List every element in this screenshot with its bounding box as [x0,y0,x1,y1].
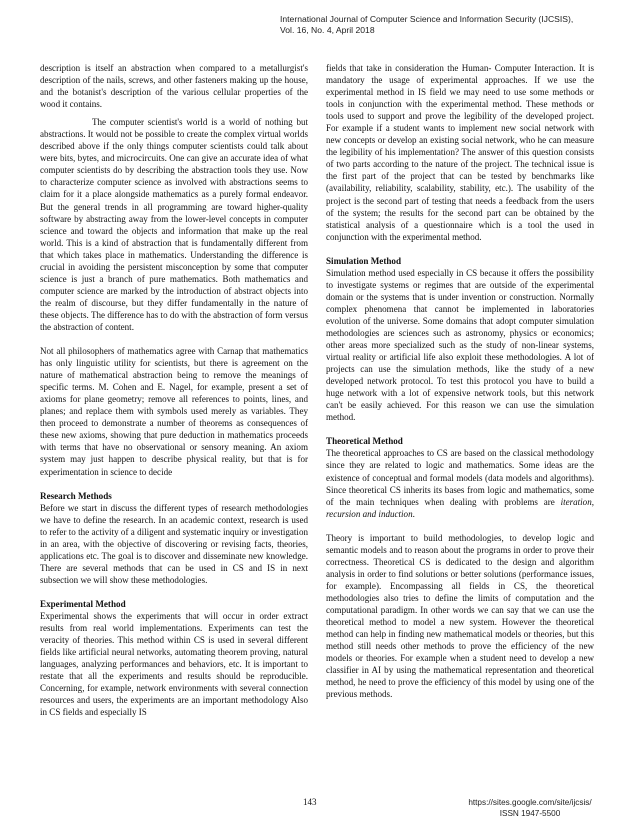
journal-volume: Vol. 16, No. 4, April 2018 [280,25,375,35]
section-heading-theoretical-method: Theoretical Method [326,436,403,447]
paragraph [326,447,594,519]
journal-title: International Journal of Computer Science and Information Security (IJCSIS), [280,14,574,24]
paragraph: Simulation method used especially in CS because it offers the possibility to investigate systems or regimes that are outside of the experimental domain or the systems that is under invention or construction. Normally complex phenomena that cannot be implemented in laboratories evolution of the universe. Some domains that adopt computer simulation methodologies are sciences such as astronomy, physics or economics; other areas more specialized such as the study of non-linear systems, virtual reality or artificial life also exploit these methodologies. A lot of projects can use the simulation methods, like the study of a new developed network protocol. To test this protocol you have to build a huge network with a lot of expensive network tools, but this network can't be easily achieved. For this reason we can use the simulation method. [326,267,594,423]
paragraph: Experimental shows the experiments that will occur in order extract results from real world implementations. Experiments can test the veracity of theories. This method within CS is used in several different fields like artificial neural networks, automating theorem proving, natural languages, analyzing performances and behaviors, etc. It is important to restate that all the experiments and results should be reproducible. Concerning, for example, network environments with several connection resources and users, the experiments are an important methodology Also in CS fields and especially IS [40,610,308,718]
footer-url: https://sites.google.com/site/ijcsis/ [468,798,592,807]
paragraph: Theory is important to build methodologies, to develop logic and semantic models and to reason about the programs in order to prove their correctness. Theoretical CS is dedicated to the design and algorithm analysis in order to find solutions or better solutions (performance issues, for example). Encompassing all fields in CS, the theoretical methodologies also tries to define the limits of computation and the computational paradigm. In other words we can say that we can use the theoretical method to model a new system. However the theoretical method can help in finding new mathematical models or theories, but this method still needs other methods to prove the efficiency of the new models or theories. For example when a student need to develop a new classifier in AI by using the mathematical representation and theoretical method, he need to prove the efficiency of this model by using one of the previous methods. [326,532,594,700]
paragraph: The computer scientist's world is a world of nothing but abstractions. It would not be possible to create the complex virtual worlds described above if the only things computer scientists could talk about were bits, bytes, and microcircuits. One can give an accurate idea of what computer scientists do by describing the abstraction tools they use. Now to characterize computer science as involved with abstractions seems to claim for it a place alongside mathematics as a purely formal endeavor. But the general trends in all programming are toward higher-quality software by abstracting away from the lower-level concepts in computer science and toward the objects and information that make up the real world. This is a kind of abstraction that is fundamentally different from that which takes place in mathematics. Understanding the difference is crucial in avoiding the persistent misconception by some that computer science is just a branch of pure mathematics. Both mathematics and computer science are marked by the introduction of abstract objects into the realm of discourse, but they differ fundamentally in the nature of these objects. The difference has to do with the abstraction of form versus the abstraction of content. [40,117,308,332]
paragraph-end: . [412,508,415,519]
footer-info [440,797,620,819]
paragraph: description is itself an abstraction when compared to a metallurgist's description of the nails, screws, and other fasteners making up the house, and the botanist's description of the various cellular properties of the wood it contains. [40,63,308,110]
paragraph: fields that take in consideration the Human- Computer Interaction. It is mandatory the usage of experimental approaches. If we use the experimental method in IS field we may need to use some methods or tools in conjunction with the experimental method. These methods or tools used to support and prove the legibility of the developed project. For example if a student wants to implement new social network with new concepts or develop an existing social network, who he can measure the legibility of his implementation? The answer of this question consists of two parts according to the nature of the project. The technical issue is the first part of the project that can be tested by benchmarks like (availability, reliability, scalability, stability, etc.). The usability of the project is the second part of testing that needs a feedback from the users of the system; the results for the second part can be obtained by the statistical analysis of a questionnaire which is a tool the used in conjunction with the experimental method. [326,63,594,242]
left-column [40,62,308,718]
right-column [326,62,594,700]
section-heading-experimental-method: Experimental Method [40,598,126,609]
footer-issn: ISSN 1947-5500 [499,809,561,818]
section-heading-simulation-method: Simulation Method [326,255,402,266]
emphasis-text: iteration, recursion and induction [326,496,594,519]
paragraph: Not all philosophers of mathematics agree with Carnap that mathematics has only linguistic utility for scientists, but there is agreement on the nature of mathematical abstraction being to remove the meanings of specific terms. M. Cohen and E. Nagel, for example, present a set of axioms for plane geometry; remove all references to points, lines, and planes; and replace them with symbols used merely as variables. They then proceed to demonstrate a number of theorems as consequences of these new axioms, showing that pure deduction in mathematics proceeds with terms that have no observational or sensory meaning. An axiom system may just happen to describe physical reality, but that is for experimentation in science to decide [40,346,308,477]
section-heading-research-methods: Research Methods [40,490,112,501]
journal-header [280,14,620,36]
paragraph-text: The theoretical approaches to CS are based on the classical methodology since they are related to logic and mathematics. Some ideas are the existence of conceptual and formal models (data models and algorithms). Since theoretical CS inherits its bases from logic and mathematics, some of the main techniques when dealing with problems are [326,448,594,507]
paragraph: Before we start in discuss the different types of research methodologies we have to define the research. In an academic context, research is used to refer to the activity of a diligent and systematic inquiry or investigation in an area, with the objective of discovering or revising facts, theories, applications etc. The goal is to discover and disseminate new knowledge. There are several methods that can be used in CS and IS in next subsection we will show these methodologies. [40,502,308,585]
page-number: 143 [303,797,317,807]
